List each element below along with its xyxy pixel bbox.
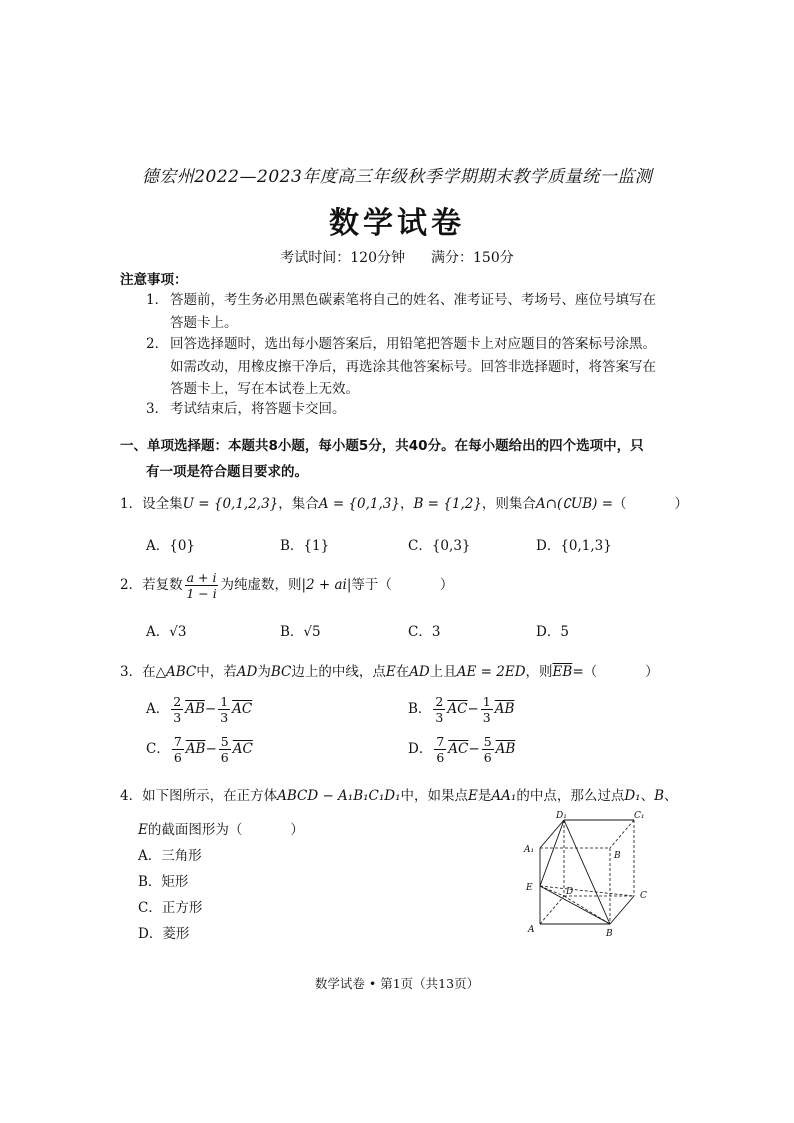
option-value: √3 — [169, 624, 187, 640]
label-c1: C₁ — [634, 811, 645, 821]
section-d1-b — [564, 820, 610, 924]
operator: − — [467, 701, 479, 717]
notice-item-number: 3． — [146, 401, 169, 417]
option-value: {0,1,3} — [560, 538, 612, 554]
vector-expr: $\overline{EB}$ — [552, 664, 573, 680]
edge-c1-b1-hidden — [610, 820, 634, 848]
label-a1: A₁ — [524, 845, 535, 855]
option-label: A． — [146, 538, 170, 554]
option-c — [146, 734, 253, 765]
question-text: 、 — [640, 788, 655, 804]
question-text: 是 — [477, 788, 492, 804]
fraction-numerator: 1 — [482, 694, 491, 709]
fraction — [482, 734, 494, 765]
vector: $\overline{AC}$ — [447, 701, 468, 717]
fraction — [172, 734, 184, 765]
question-text: 为 — [257, 664, 271, 680]
question-3 — [120, 660, 659, 680]
option-label: A． — [138, 848, 162, 864]
vector: $\overline{AC}$ — [232, 741, 253, 757]
cube-figure — [518, 808, 658, 942]
section-heading-cont: 有一项是符合题目要求的。 — [146, 464, 308, 480]
math-expr: AD — [236, 664, 258, 680]
notice-item-text: 考试结束后，将答题卡交回。 — [170, 401, 346, 417]
fraction — [218, 694, 230, 725]
label-d1: D₁ — [556, 811, 567, 821]
fraction-denominator: 6 — [220, 750, 229, 765]
question-text: 的中点，那么过点 — [516, 788, 625, 804]
fraction-denominator: 3 — [220, 710, 229, 725]
option-label: C． — [146, 741, 170, 757]
math-expr: ABC — [165, 664, 197, 680]
notice-item-3 — [146, 398, 346, 420]
exam-subtitle: 德宏州2022—2023年度高三年级秋季学期期末教学质量统一监测 — [141, 167, 653, 187]
fraction-denominator: 6 — [483, 750, 492, 765]
math-expr: A∩(∁UB) = — [535, 496, 614, 512]
math-expr: BC — [270, 664, 292, 680]
option-b — [138, 870, 188, 890]
question-4 — [120, 784, 678, 804]
option-value: 矩形 — [161, 874, 189, 890]
option-label: B． — [138, 874, 162, 890]
notice-item-2 — [146, 333, 656, 355]
question-text: 、 — [664, 788, 678, 804]
option-value: 5 — [560, 624, 569, 640]
exam-time: 考试时间：120分钟 — [280, 250, 405, 266]
option-label: A． — [146, 701, 170, 717]
question-text: 的截面图形为（ — [147, 822, 243, 838]
question-text: 中，若 — [196, 664, 237, 680]
option-label: C． — [138, 900, 162, 916]
exam-info — [0, 247, 794, 267]
label-e: E — [526, 883, 533, 893]
notice-item-2-cont2: 答题卡上，写在本试卷上无效。 — [170, 381, 359, 397]
fraction-numerator: 2 — [435, 694, 444, 709]
question-text: ，则 — [525, 664, 553, 680]
question-text: 若复数 — [142, 577, 183, 593]
option-value: {1} — [303, 538, 330, 554]
math-expr: E — [138, 822, 148, 838]
question-text: 边上的中线，点 — [291, 664, 386, 680]
option-label: C． — [408, 538, 432, 554]
fraction-denominator: 3 — [482, 710, 491, 725]
question-number: 2． — [120, 577, 143, 593]
question-text: 为纯虚数，则 — [220, 577, 302, 593]
question-text: ， — [399, 496, 414, 512]
option-value: {0} — [169, 538, 196, 554]
math-expr: U = {0,1,2,3} — [182, 496, 279, 512]
option-label: B． — [280, 624, 304, 640]
edge-a-d — [540, 896, 564, 924]
option-value: √5 — [303, 624, 321, 640]
vector: $\overline{AC}$ — [232, 701, 253, 717]
option-b — [280, 620, 321, 640]
question-2 — [120, 570, 453, 601]
vector: $\overline{AC}$ — [448, 741, 469, 757]
fraction-denominator: 6 — [436, 750, 445, 765]
notice-item-number: 2． — [146, 336, 169, 352]
math-expr: ABCD − A₁B₁C₁D₁ — [277, 788, 401, 804]
math-expr: B = {1,2} — [413, 496, 482, 512]
option-label: B． — [280, 538, 304, 554]
fraction — [481, 694, 493, 725]
question-number: 4． — [120, 788, 143, 804]
fraction — [219, 734, 231, 765]
question-4-cont — [138, 818, 304, 838]
vector: $\overline{AB}$ — [185, 701, 205, 717]
option-d — [536, 620, 569, 640]
option-b — [408, 694, 514, 725]
question-text: ，集合 — [278, 496, 319, 512]
math-expr: D₁ — [624, 788, 641, 804]
option-value: 菱形 — [162, 926, 190, 942]
option-label: D． — [138, 926, 163, 942]
question-text: 在△ — [142, 664, 166, 680]
answer-paren-left: （ — [613, 496, 627, 512]
exam-score: 满分：150分 — [431, 250, 514, 266]
label-c: C — [640, 891, 647, 901]
notice-item-number: 1． — [146, 292, 169, 308]
answer-paren-right: ） — [674, 496, 689, 512]
question-text: 等于（ — [351, 577, 392, 593]
question-text: 上且 — [429, 664, 457, 680]
page-footer: 数学试卷 • 第1页（共13页） — [314, 976, 480, 991]
operator: − — [204, 701, 217, 717]
option-label: B． — [408, 701, 432, 717]
option-value: 3 — [431, 624, 441, 640]
question-text: 中，如果点 — [400, 788, 469, 804]
edge-a1-d1 — [540, 820, 564, 848]
math-expr: E — [385, 664, 396, 680]
fraction — [171, 694, 183, 725]
notice-item-text: 回答选择题时，选出每小题答案后，用铅笔把答题卡上对应题目的答案标号涂黑。 — [170, 336, 656, 352]
option-label: D． — [408, 741, 433, 757]
vector: $\overline{AB}$ — [495, 741, 516, 757]
diag-d-b — [564, 896, 610, 924]
question-text: 设全集 — [142, 496, 183, 512]
fraction-denominator: 3 — [435, 710, 444, 725]
fraction-numerator: 7 — [436, 734, 445, 749]
option-c — [408, 534, 471, 554]
vector: $\overline{AB}$ — [494, 701, 515, 717]
fraction-numerator: 2 — [173, 694, 182, 709]
section-e-b — [540, 886, 610, 924]
notice-item-1-cont: 答题卡上。 — [170, 315, 238, 331]
vector: $\overline{AB}$ — [185, 741, 206, 757]
fraction — [185, 570, 219, 601]
fraction-numerator: 5 — [220, 734, 229, 749]
answer-paren-right: ） — [439, 577, 454, 593]
option-label: C． — [408, 624, 432, 640]
notice-title: 注意事项： — [120, 272, 188, 288]
option-value: 三角形 — [161, 848, 202, 864]
fraction-numerator: a + i — [186, 570, 217, 585]
question-text: 如下图所示，在正方体 — [142, 788, 278, 804]
question-text: ，则集合 — [481, 496, 536, 512]
fraction — [433, 694, 445, 725]
option-label: A． — [146, 624, 170, 640]
math-expr: AE = 2ED — [456, 664, 526, 680]
question-text: 在 — [395, 664, 410, 680]
notice-item-2-cont: 如需改动，用橡皮擦干净后，再选涂其他答案标号。回答非选择题时，将答案写在 — [170, 359, 656, 375]
section-d1-e — [540, 820, 564, 886]
answer-paren-right: ） — [645, 664, 659, 680]
label-b: B — [606, 929, 613, 939]
fraction-denominator: 6 — [173, 750, 182, 765]
option-d — [536, 534, 612, 554]
math-expr: E — [468, 788, 478, 804]
answer-paren-right: ） — [290, 822, 304, 838]
label-b1: B — [614, 851, 621, 861]
question-text: =（ — [572, 664, 598, 680]
option-a — [146, 620, 186, 640]
option-c — [138, 896, 202, 916]
question-number: 1． — [120, 496, 143, 512]
section-heading: 一、单项选择题：本题共8小题，每小题5分，共40分。在每小题给出的四个选项中，只 — [120, 438, 644, 454]
label-a: A — [528, 925, 535, 935]
edge-b-c — [610, 896, 634, 924]
notice-item-1 — [146, 289, 656, 311]
option-c — [408, 620, 440, 640]
fraction-denominator: 1 − i — [186, 586, 217, 601]
math-expr: |2 + ai| — [301, 577, 352, 593]
math-expr: AD — [409, 664, 430, 680]
math-expr: B — [654, 788, 664, 804]
option-d — [408, 734, 515, 765]
page-title: 数学试卷 — [329, 206, 465, 241]
option-value: 正方形 — [161, 900, 203, 916]
option-d — [138, 922, 189, 942]
fraction-numerator: 5 — [483, 734, 492, 749]
fraction-denominator: 3 — [173, 710, 182, 725]
fraction — [434, 734, 446, 765]
option-b — [280, 534, 329, 554]
option-value: {0,3} — [431, 538, 471, 554]
math-expr: AA₁ — [491, 788, 517, 804]
math-expr: A = {0,1,3} — [318, 496, 400, 512]
question-1 — [120, 492, 688, 512]
fraction-numerator: 1 — [220, 694, 229, 709]
label-d: D — [566, 887, 574, 897]
option-a — [138, 844, 202, 864]
option-label: D． — [536, 538, 561, 554]
operator: − — [468, 741, 480, 757]
edge-e-c — [540, 886, 634, 896]
option-a — [146, 694, 252, 725]
notice-item-text: 答题前，考生务必用黑色碳素笔将自己的姓名、准考证号、考场号、座位号填写在 — [170, 292, 656, 308]
fraction-numerator: 7 — [173, 734, 182, 749]
question-number: 3． — [120, 664, 143, 680]
operator: − — [205, 741, 217, 757]
option-a — [146, 534, 195, 554]
option-label: D． — [536, 624, 561, 640]
